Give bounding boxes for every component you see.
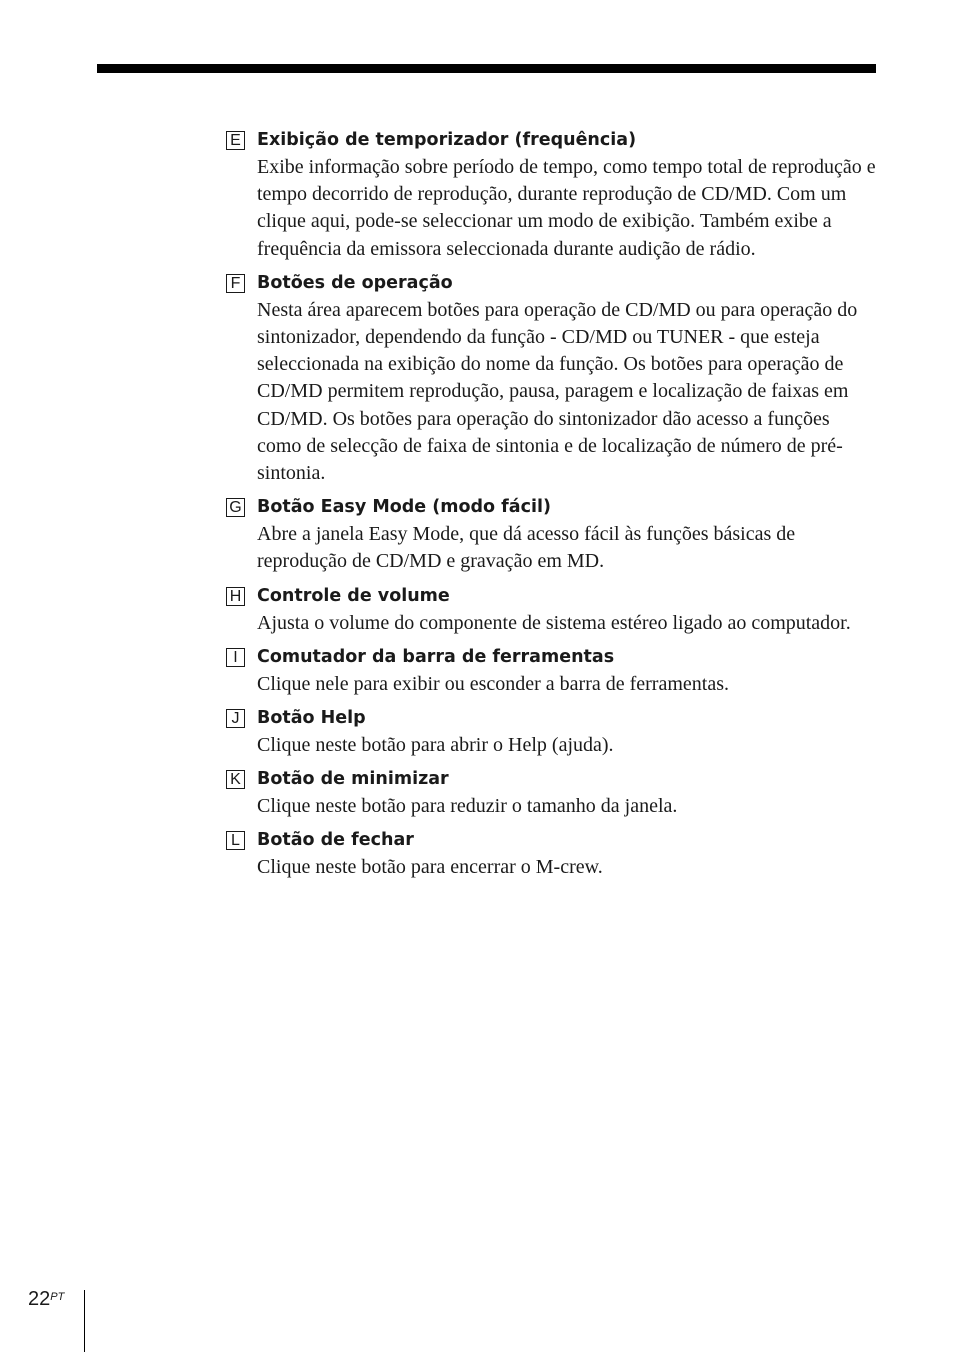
list-item bbox=[226, 583, 876, 637]
item-title: Exibição de temporizador (frequência) bbox=[257, 130, 637, 150]
item-letter-box: J bbox=[226, 709, 245, 728]
item-letter-box: G bbox=[226, 498, 245, 517]
list-item bbox=[226, 827, 876, 881]
item-letter-box: I bbox=[226, 648, 245, 667]
item-title: Controle de volume bbox=[257, 585, 450, 606]
item-title: Botão Easy Mode (modo fácil) bbox=[257, 497, 551, 518]
footer-vertical-rule bbox=[84, 1290, 85, 1352]
item-letter-box: E bbox=[226, 131, 245, 150]
page-number bbox=[28, 1287, 64, 1311]
item-description: Nesta área aparecem botões para operação de CD/MD ou para operação do sintonizador, dependendo da função - CD/MD ou TUNER - que esteja seleccionada na exibição do nome da função. Os botões para operação de CD/MD permitem reprodução, pausa, paragem e localização de faixas em CD/MD. Os botões para operação do sintonizador dão acesso a funções como de selecção de faixa de sintonia e de localização de número de pré-sintonia. bbox=[257, 298, 858, 485]
item-description: Exibe informação sobre período de tempo, como tempo total de reprodução e tempo decorrido de reprodução, durante reprodução de CD/MD. Com um clique aqui, pode-se seleccionar um modo de exibição. Também exibe a frequência da emissora seleccionada durante audição de rádio. bbox=[257, 156, 876, 260]
item-description: Clique neste botão para abrir o Help (ajuda). bbox=[257, 734, 614, 757]
item-title: Botões de operação bbox=[257, 272, 453, 293]
item-description: Clique nele para exibir ou esconder a barra de ferramentas. bbox=[257, 672, 729, 695]
item-description: Clique neste botão para reduzir o tamanho da janela. bbox=[257, 795, 678, 818]
item-description: Ajusta o volume do componente de sistema estéreo ligado ao computador. bbox=[257, 611, 851, 634]
list-item bbox=[226, 270, 876, 487]
item-letter-box: H bbox=[226, 587, 245, 606]
item-letter-box: K bbox=[226, 770, 245, 789]
item-title: Botão Help bbox=[257, 708, 366, 729]
item-letter-box: L bbox=[226, 831, 245, 850]
list-item bbox=[226, 705, 876, 759]
list-item bbox=[226, 127, 876, 263]
page-language-suffix: PT bbox=[50, 1291, 65, 1303]
list-item bbox=[226, 494, 876, 575]
item-title: Comutador da barra de ferramentas bbox=[257, 646, 615, 667]
item-title: Botão de minimizar bbox=[257, 769, 449, 790]
item-list bbox=[226, 127, 876, 889]
item-description: Clique neste botão para encerrar o M-crew. bbox=[257, 856, 603, 879]
item-description: Abre a janela Easy Mode, que dá acesso fácil às funções básicas de reprodução de CD/MD e gravação em MD. bbox=[257, 523, 796, 573]
page-number-value: 22 bbox=[28, 1288, 51, 1310]
item-title: Botão de fechar bbox=[257, 830, 414, 851]
header-rule bbox=[97, 64, 876, 73]
item-letter-box: F bbox=[226, 274, 245, 293]
list-item bbox=[226, 766, 876, 820]
list-item bbox=[226, 644, 876, 698]
